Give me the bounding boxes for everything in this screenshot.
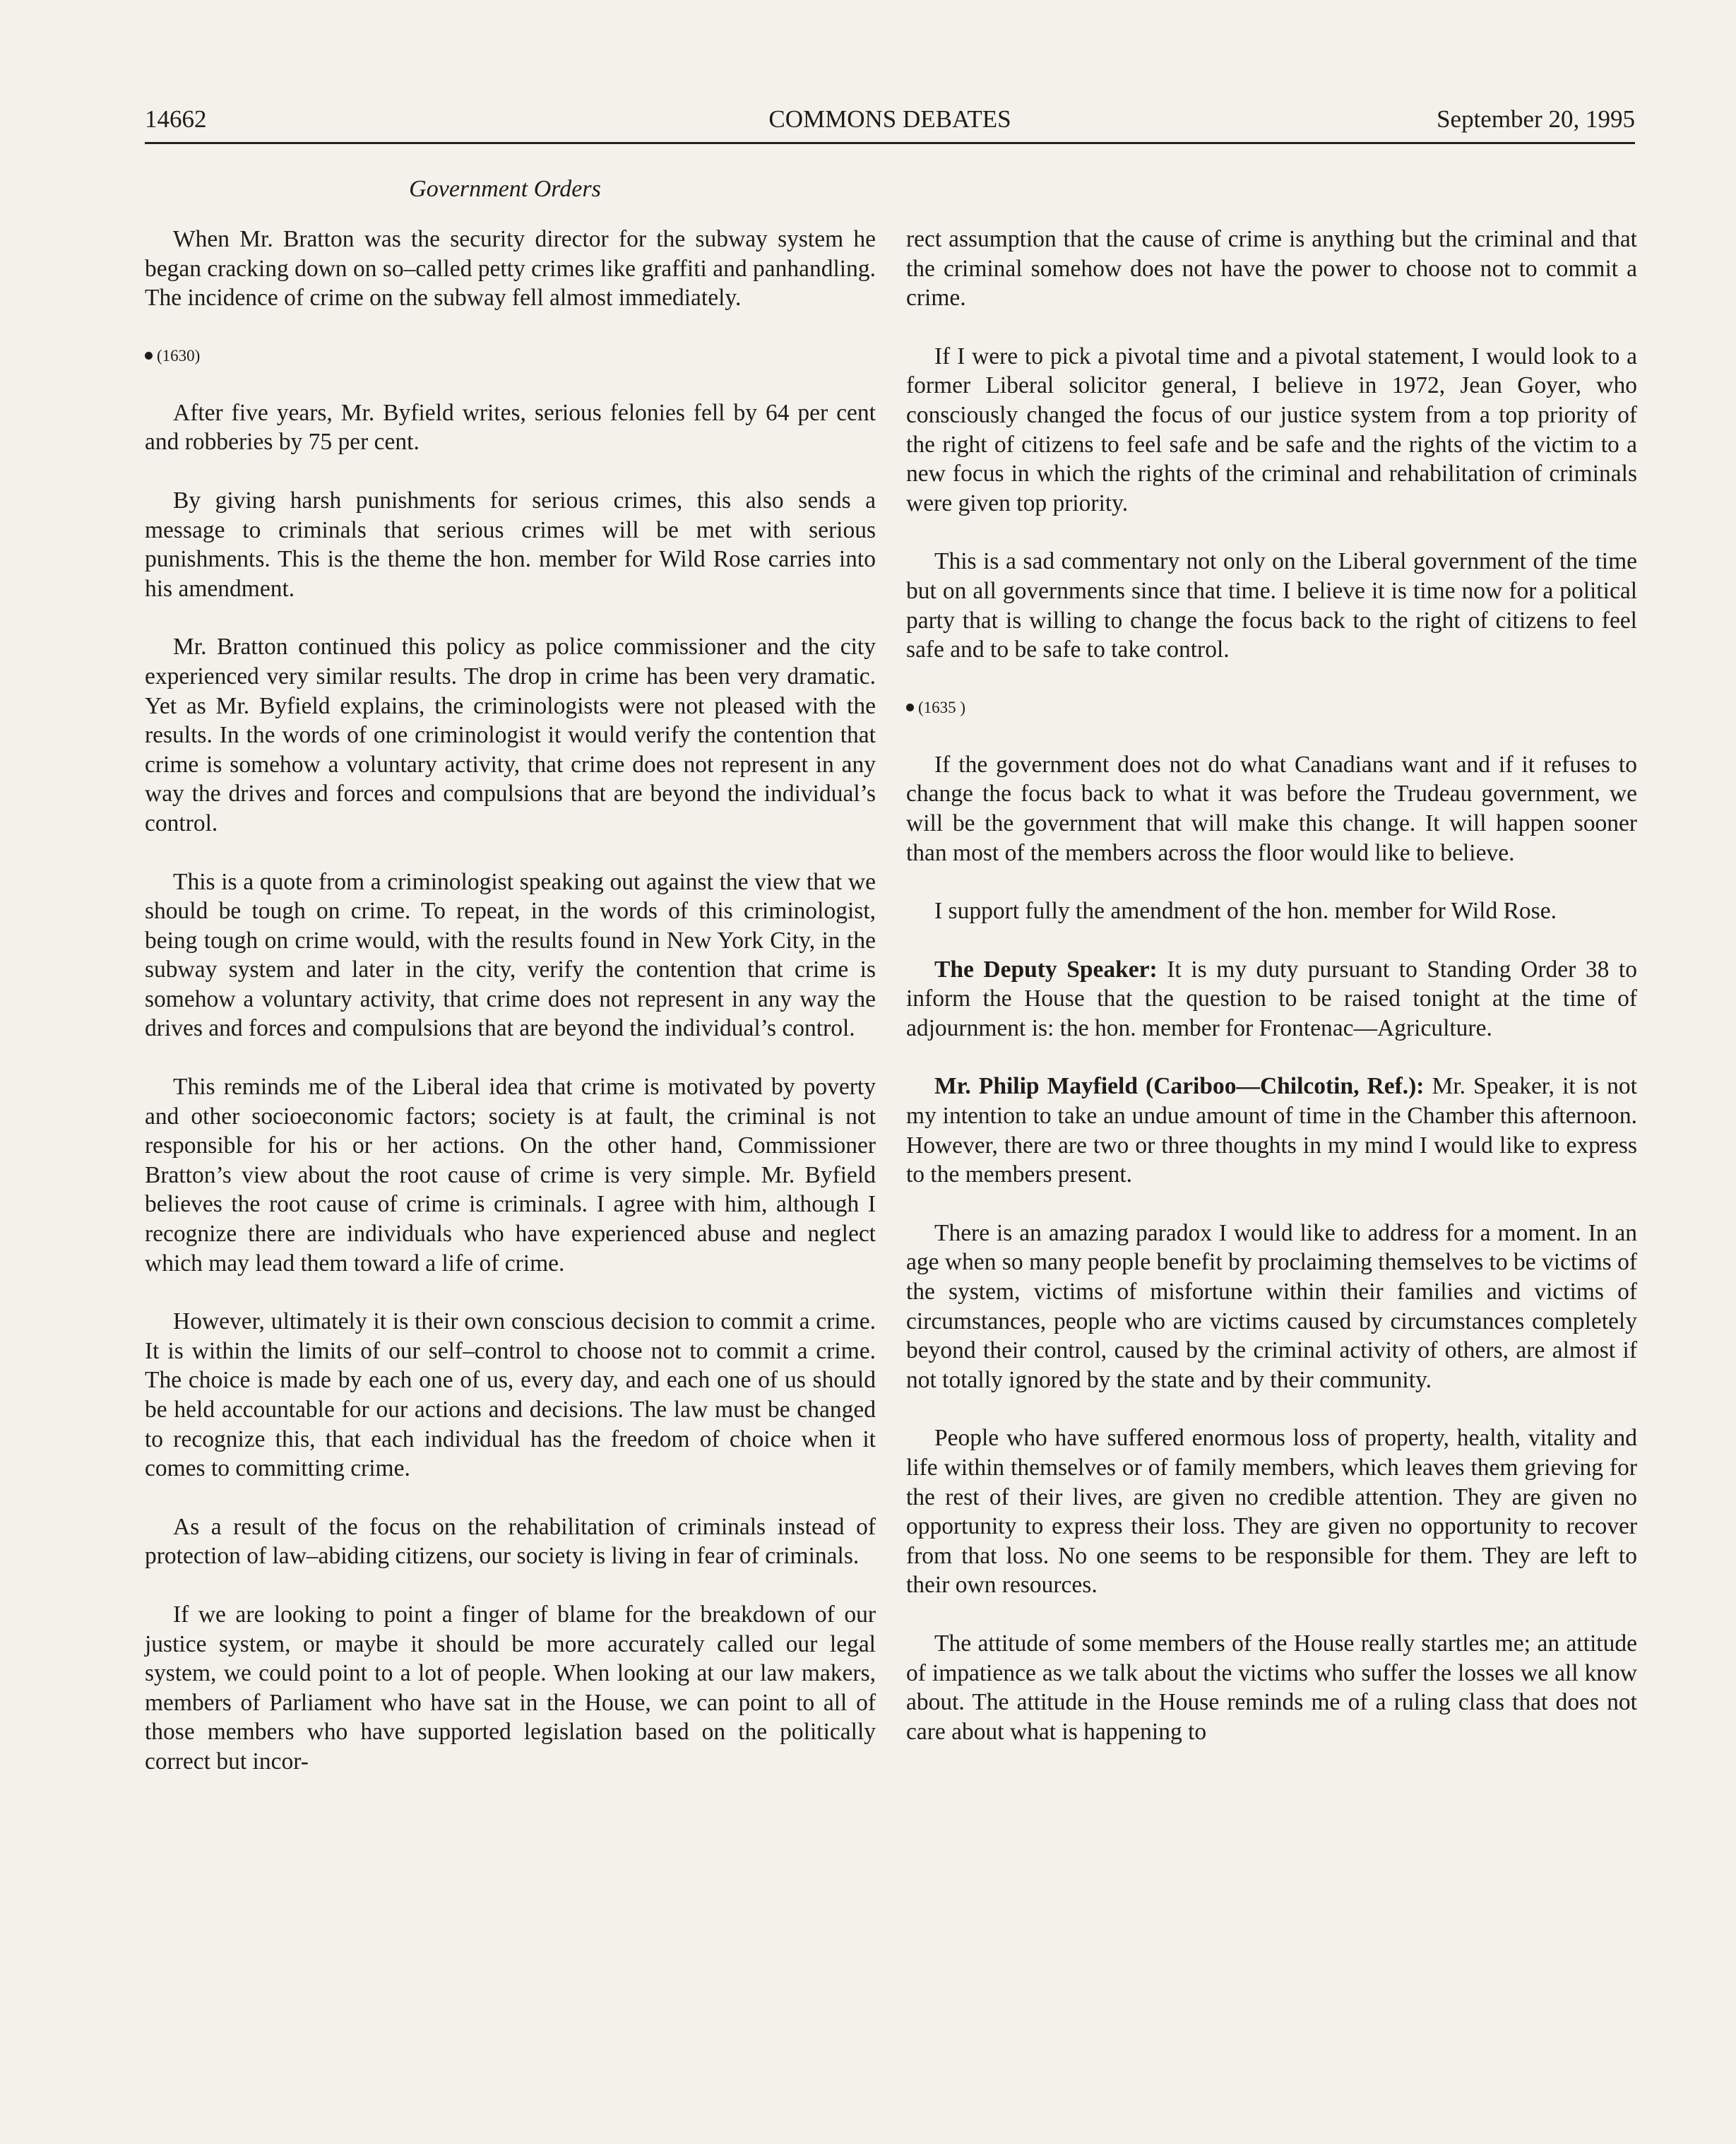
paragraph <box>145 1600 876 1777</box>
paragraph-text: If the government does not do what Canadians want and if it refuses to change the focus back to what it was before the Trudeau government, we will be the government that will make this change. It will happen sooner than most of the members across the floor would like to believe. <box>906 751 1637 866</box>
paragraph <box>906 750 1637 867</box>
paragraph-text: rect assumption that the cause of crime is anything but the criminal and that the criminal somehow does not have the power to choose not to commit a crime. <box>906 226 1637 312</box>
paragraph <box>906 1219 1637 1395</box>
speaker-name: Mr. Philip Mayfield (Cariboo—Chilcotin, Ref.): <box>934 1073 1425 1100</box>
paragraph-text: Mr. Bratton continued this policy as police commissioner and the city experienced very similar results. The drop in crime has been very dramatic. Yet as Mr. Byfield explains, the criminologists were not pleased with the results. In the words of one criminologist it would verify the contention that crime is somehow a voluntary activity, that crime does not represent in any way the drives and forces and compulsions that are beyond the individual’s control. <box>145 634 876 836</box>
bullet-icon <box>906 704 914 711</box>
time-marker <box>145 342 876 370</box>
paragraph-text: However, ultimately it is their own conscious decision to commit a crime. It is within the limits of our self–control to choose not to commit a crime. The choice is made by each one of us, every day, and each one of us should be held accountable for our actions and decisions. The law must be changed to recognize this, that each individual has the freedom of choice when it comes to committing crime. <box>145 1308 876 1482</box>
paragraph-text: If we are looking to point a finger of blame for the breakdown of our justice system, or maybe it should be more accurately called our legal system, we could point to a lot of people. When looking at our law makers, members of Parliament who have sat in the House, we can point to all of those members who have supported legislation based on the politically correct but incor- <box>145 1601 876 1775</box>
paragraph-text: There is an amazing paradox I would like to address for a moment. In an age when so many people benefit by proclaiming themselves to be victims of the system, victims of misfortune within their families and victims of circumstances, people who are victims caused by circumstances completely beyond their control, caused by the criminal activity of others, are almost if not totally ignored by the state and by their community. <box>906 1219 1637 1393</box>
time-marker-text: (1630) <box>157 346 201 365</box>
paragraph <box>145 1512 876 1571</box>
paragraph-text: The attitude of some members of the House really startles me; an attitude of impatience as we talk about the victims who suffer the losses we all know about. The attitude in the House reminds me of a ruling class that does not care about what is happening to <box>906 1630 1637 1745</box>
paragraph-text: After five years, Mr. Byfield writes, serious felonies fell by 64 per cent and robberies by 75 per cent. <box>145 399 876 456</box>
paragraph-text: I support fully the amendment of the hon. member for Wild Rose. <box>934 898 1557 925</box>
speaker-name: The Deputy Speaker: <box>934 956 1158 983</box>
header-rule <box>145 142 1635 144</box>
paragraph-text: This is a quote from a criminologist speaking out against the view that we should be tough on crime. To repeat, in the words of this criminologist, being tough on crime would, with the results found in New York City, in the subway system and later in the city, verify the contention that crime is somehow a voluntary activity, that crime does not represent in any way the drives and forces and compulsions that are beyond the individual’s control. <box>145 868 876 1042</box>
paragraph <box>906 896 1637 926</box>
paragraph-text: When Mr. Bratton was the security director for the subway system he began cracking down on so–called petty crimes like graffiti and panhandling. The incidence of crime on the subway fell almost immediately. <box>145 226 876 312</box>
paragraph-text: As a result of the focus on the rehabilitation of criminals instead of protection of law–abiding citizens, our society is living in fear of criminals. <box>145 1513 876 1570</box>
bullet-icon <box>145 352 153 360</box>
paragraph-text: This is a sad commentary not only on the Liberal government of the time but on all governments since that time. I believe it is time now for a political party that is willing to change the focus back to the right of citizens to feel safe and to be safe to take control. <box>906 548 1637 663</box>
paragraph <box>145 225 876 313</box>
right-column <box>906 225 1637 1775</box>
paragraph-text: If I were to pick a pivotal time and a pivotal statement, I would look to a former Liberal solicitor general, I believe in 1972, Jean Goyer, who consciously changed the focus of our justice system from a top priority of the right of citizens to feel safe and be safe and the rights of the victim to a new focus in which the rights of the criminal and rehabilitation of criminals were given top priority. <box>906 343 1637 516</box>
paragraph <box>906 547 1637 664</box>
paragraph <box>145 486 876 603</box>
time-marker <box>906 694 1637 722</box>
paragraph <box>906 1629 1637 1746</box>
paragraph-text: By giving harsh punishments for serious crimes, this also sends a message to criminals that serious crimes will be met with serious punishments. This is the theme the hon. member for Wild Rose carries into his amendment. <box>145 487 876 602</box>
paragraph <box>906 1423 1637 1600</box>
paragraph <box>145 398 876 457</box>
paragraph <box>145 1072 876 1278</box>
publication-title: COMMONS DEBATES <box>768 105 1011 133</box>
paragraph <box>906 955 1637 1043</box>
page-header <box>145 102 1635 142</box>
paragraph-text: This reminds me of the Liberal idea that crime is motivated by poverty and other socioeconomic factors; society is at fault, the criminal is not responsible for his or her actions. On the other hand, Commissioner Bratton’s view about the root cause of crime is very simple. Mr. Byfield believes the root cause of crime is criminals. I agree with him, although I recognize there are individuals who have experienced abuse and neglect which may lead them toward a life of crime. <box>145 1074 876 1277</box>
paragraph <box>906 1072 1637 1189</box>
paragraph <box>906 225 1637 313</box>
paragraph-text: Mr. Speaker, it is not my intention to take an undue amount of time in the Chamber this afternoon. However, there are two or three thoughts in my mind I would like to express to the members present. <box>906 1073 1637 1188</box>
section-title: Government Orders <box>409 176 601 202</box>
paragraph <box>906 342 1637 519</box>
paragraph <box>145 632 876 838</box>
time-marker-text: (1635 ) <box>918 698 966 716</box>
publication-date: September 20, 1995 <box>1437 105 1635 133</box>
left-column <box>145 225 876 1806</box>
paragraph <box>145 1307 876 1483</box>
page-number: 14662 <box>145 105 207 133</box>
paragraph-text: It is my duty pursuant to Standing Order 38 to inform the House that the question to be raised tonight at the time of adjournment is: the hon. member for Frontenac—Agriculture. <box>906 956 1637 1041</box>
paragraph-text: People who have suffered enormous loss of property, health, vitality and life within themselves or of family members, which leaves them grieving for the rest of their lives, are given no credible attention. They are given no opportunity to express their loss. They are given no opportunity to recover from that loss. No one seems to be responsible for them. They are left to their own resources. <box>906 1425 1637 1599</box>
paragraph <box>145 867 876 1044</box>
